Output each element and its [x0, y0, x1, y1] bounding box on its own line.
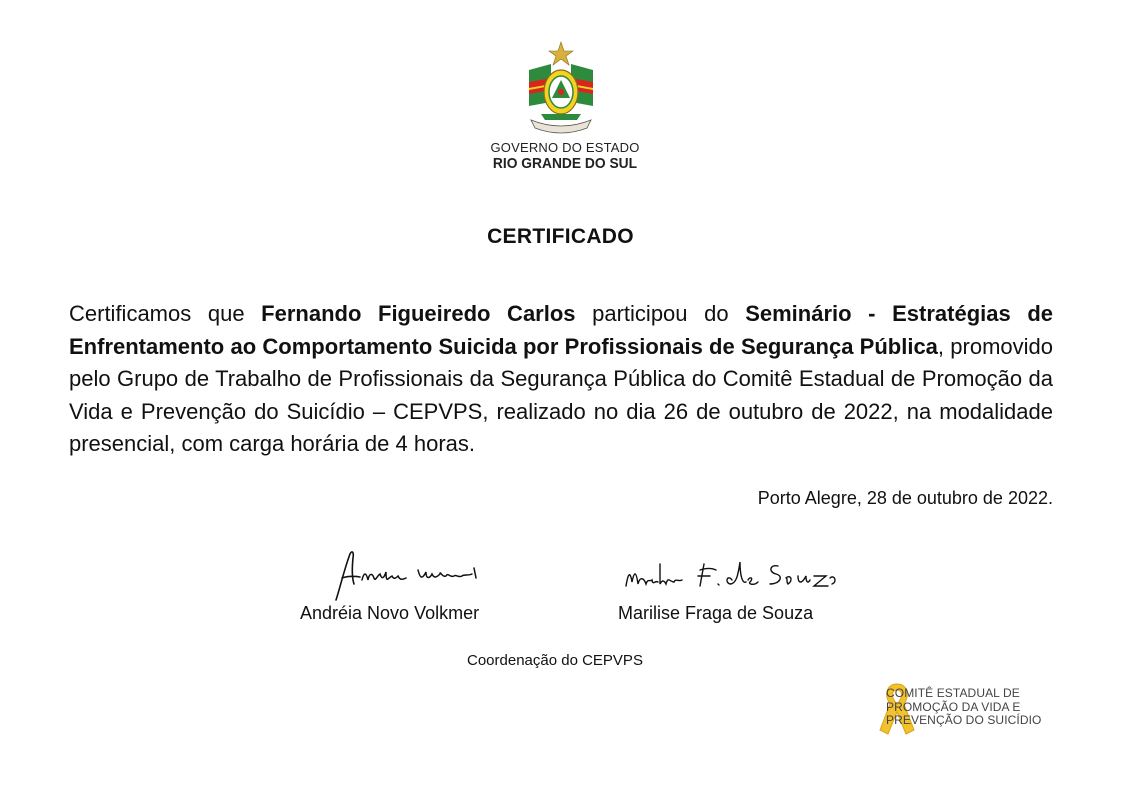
coat-of-arms-icon: [521, 40, 601, 140]
body-intro: Certificamos que: [69, 301, 262, 326]
certificate-title: CERTIFICADO: [487, 225, 634, 248]
body-details: , promovido pelo Grupo de Trabalho de Profissionais da Segurança Pública do Comitê Estadual de Promoção da Vida e Prevenção do Suicídio – CEPVPS, realizado no dia 26 de outubro de 2022, na modalidade presencial, com carga horária de 4 horas.: [69, 333, 1053, 456]
event-title: Seminário - Estratégias de Enfrentamento ao Comportamento Suicida por Profissionais de Segurança Pública: [69, 301, 1053, 359]
committee-line-1: COMITÊ ESTADUAL DE: [886, 686, 1020, 700]
committee-line-3: PREVENÇÃO DO SUICÍDIO: [886, 713, 1042, 727]
place-and-date: Porto Alegre, 28 de outubro de 2022.: [757, 488, 1053, 508]
committee-line-2: PROMOÇÃO DA VIDA E: [886, 699, 1021, 714]
body-participated: participou do: [575, 301, 746, 326]
signatory-1-name: Andréia Novo Volkmer: [300, 603, 480, 623]
participant-name: Fernando Figueiredo Carlos: [261, 301, 576, 326]
gov-line-2: RIO GRANDE DO SUL: [492, 155, 638, 172]
signature-2: [620, 552, 840, 596]
committee-logo-text: [886, 687, 1066, 728]
government-header: [470, 140, 660, 172]
coordination-label: Coordenação do CEPVPS: [467, 652, 643, 669]
certificate-body: [69, 298, 1053, 461]
signature-1: [322, 548, 492, 606]
signatory-2-name: Marilise Fraga de Souza: [618, 603, 814, 623]
gov-line-1: GOVERNO DO ESTADO: [490, 140, 640, 155]
